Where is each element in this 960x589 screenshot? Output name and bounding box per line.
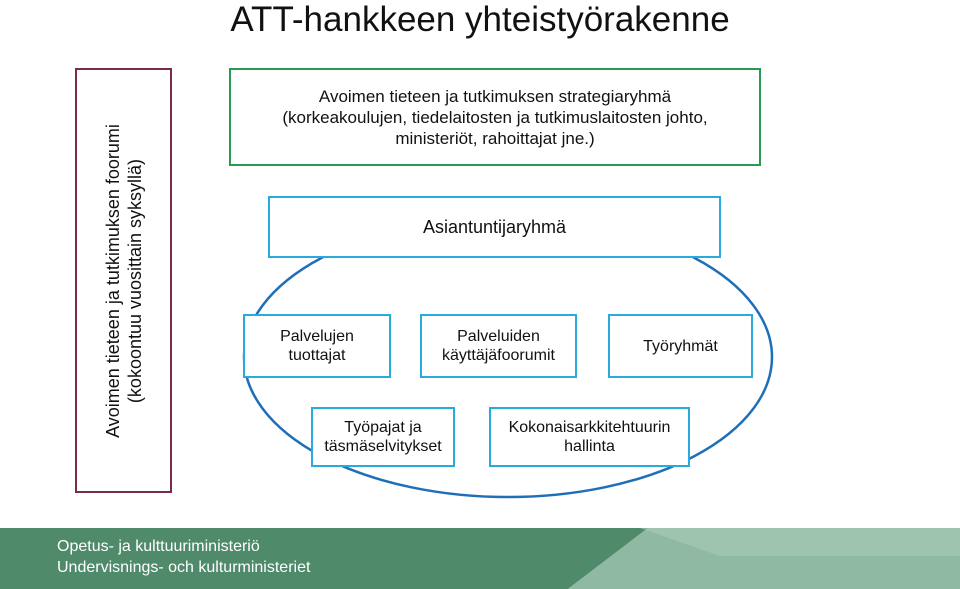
service-producers-line2: tuottajat <box>288 347 346 364</box>
strategy-group-line3: ministeriöt, rahoittajat jne.) <box>395 128 595 148</box>
diagram-title: ATT-hankkeen yhteistyörakenne <box>230 0 730 39</box>
workshops-box <box>311 407 455 467</box>
forum-box <box>75 68 172 493</box>
user-forums-line1: Palveluiden <box>457 328 540 345</box>
service-producers-box <box>243 314 391 378</box>
strategy-group-line1: Avoimen tieteen ja tutkimuksen strategiaryhmä <box>318 86 672 106</box>
workshops-line2: täsmäselvitykset <box>324 438 442 455</box>
working-groups-label: Työryhmät <box>643 337 718 355</box>
service-producers-line1: Palvelujen <box>280 328 354 345</box>
expert-group-label: Asiantuntijaryhmä <box>422 216 567 237</box>
ministry-name-finnish: Opetus- ja kulttuuriministeriö <box>57 538 260 555</box>
strategy-group-line2: (korkeakoulujen, tiedelaitosten ja tutkimuslaitosten johto, <box>282 107 708 127</box>
working-groups-box <box>608 314 753 378</box>
ministry-name-swedish: Undervisnings- och kulturministeriet <box>57 559 311 576</box>
user-forums-line2: käyttäjäfoorumit <box>442 347 555 364</box>
workshops-line1: Työpajat ja <box>344 419 422 436</box>
user-forums-box <box>420 314 577 378</box>
architecture-line1: Kokonaisarkkitehtuurin <box>508 419 671 436</box>
forum-label <box>102 81 146 481</box>
forum-label-line2: (kokoontuu vuosittain syksyllä) <box>124 158 145 403</box>
architecture-box <box>489 407 690 467</box>
forum-label-line1: Avoimen tieteen ja tutkimuksen foorumi <box>102 123 123 438</box>
strategy-group-box <box>229 68 761 166</box>
expert-group-box <box>268 196 721 258</box>
ministry-name <box>57 536 310 578</box>
architecture-line2: hallinta <box>564 438 615 455</box>
